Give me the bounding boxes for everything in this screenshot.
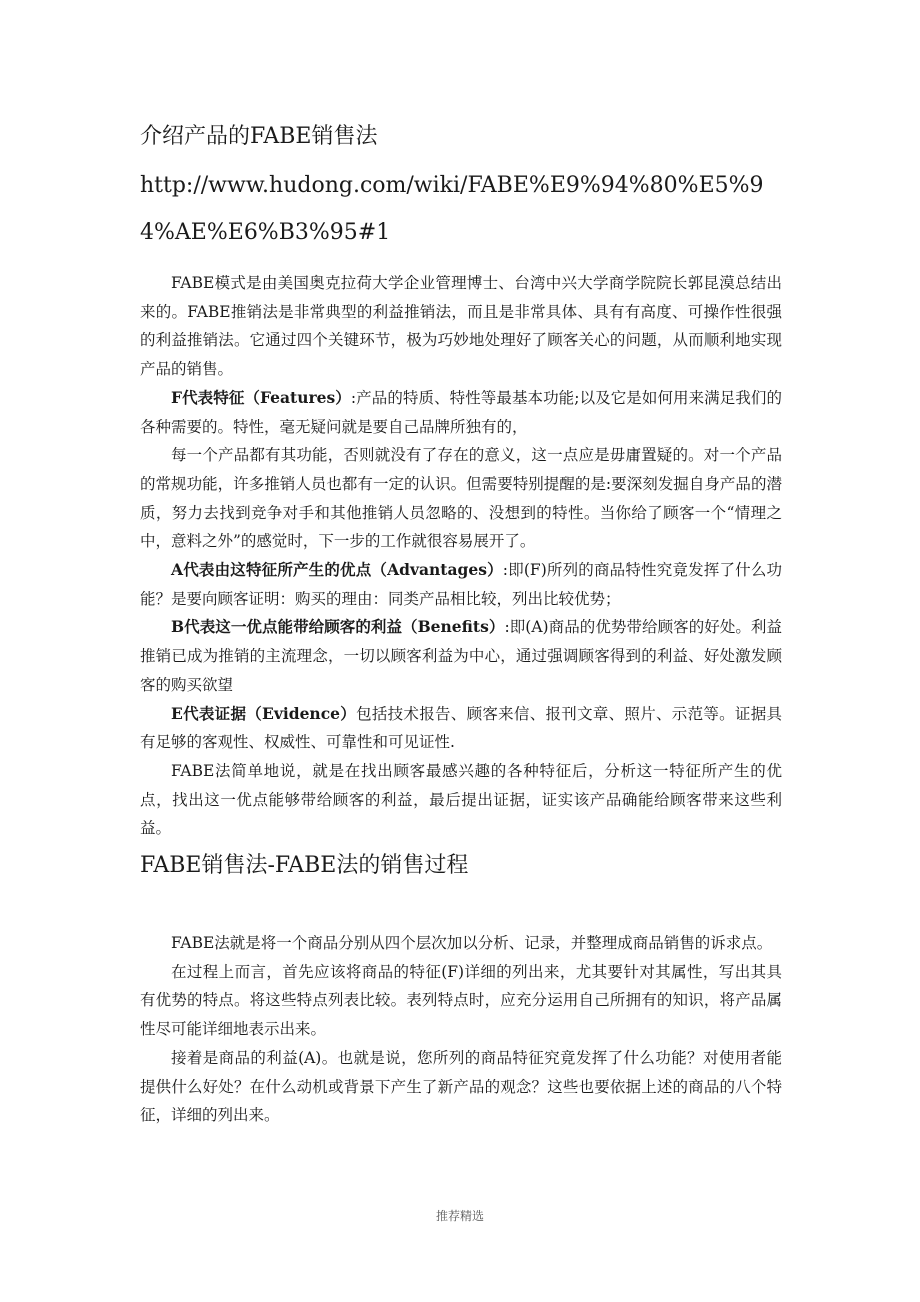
- advantages-lead: A代表由这特征所产生的优点（Advantages）: [171, 560, 503, 580]
- paragraph: FABE法就是将一个商品分别从四个层次加以分析、记录，并整理成商品销售的诉求点。: [171, 934, 773, 952]
- paragraph: 在过程上而言，首先应该将商品的特征(F)详细的列出来，尤其要针对其属性，写出其具有优势的特点。将这些特点列表比较。表列特点时，应充分运用自己所拥有的知识，将产品属性尽可能详细地表示出来。: [140, 962, 782, 1039]
- section-title-2: FABE销售法-FABE法的销售过程: [140, 853, 469, 878]
- paragraph: 每一个产品都有其功能，否则就没有了存在的意义，这一点应是毋庸置疑的。对一个产品的常规功能，许多推销人员也都有一定的认识。但需要特别提醒的是:要深刻发掘自身产品的潜质，努力去找到竞争对手和其他推销人员忽略的、没想到的特性。当你给了顾客一个“情理之中，意料之外”的感觉时，下一步的工作就很容易展开了。: [140, 446, 782, 551]
- paragraph: 接着是商品的利益(A)。也就是说，您所列的商品特征究竟发挥了什么功能？对使用者能提供什么好处？在什么动机或背景下产生了新产品的观念？这些也要依据上述的商品的八个特征，详细的列出来。: [140, 1048, 782, 1125]
- paragraph-features: F代表特征（Features）:产品的特质、特性等最基本功能;以及它是如何用来满足我们的各种需要的。特性，毫无疑问就是要自己品牌所独有的，: [140, 387, 782, 436]
- benefits-lead: B代表这一优点能带给顾客的利益（Benefits）: [171, 617, 505, 637]
- source-url[interactable]: http://www.hudong.com/wiki/FABE%E9%94%80%E5%94%AE%E6%B3%95#1: [140, 173, 764, 245]
- paragraph-benefits: B代表这一优点能带给顾客的利益（Benefits）:即(A)商品的优势带给顾客的好处。利益推销已成为推销的主流理念，一切以顾客利益为中心，通过强调顾客得到的利益、好处激发顾客的购买欲望: [140, 617, 782, 694]
- paragraph-evidence: E代表证据（Evidence）包括技术报告、顾客来信、报刊文章、照片、示范等。证据具有足够的客观性、权威性、可靠性和可见证性.: [140, 703, 782, 752]
- paragraph-summary: FABE法简单地说，就是在找出顾客最感兴趣的各种特征后，分析这一特征所产生的优点，找出这一优点能够带给顾客的利益，最后提出证据，证实该产品确能给顾客带来这些利益。: [140, 761, 782, 838]
- evidence-lead: E代表证据（Evidence）: [171, 703, 357, 723]
- paragraph: FABE模式是由美国奥克拉荷大学企业管理博士、台湾中兴大学商学院院长郭昆漠总结出来的。FABE推销法是非常典型的利益推销法，而且是非常具体、具有有高度、可操作性很强的利益推销法。它通过四个关键环节，极为巧妙地处理好了顾客关心的问题，从而顺利地实现产品的销售。: [140, 274, 782, 379]
- section-title-1: 介绍产品的FABE销售法: [140, 124, 378, 149]
- section-2-body: [140, 929, 782, 1130]
- features-lead: F代表特征（Features）: [171, 387, 351, 407]
- paragraph-advantages: A代表由这特征所产生的优点（Advantages）:即(F)所列的商品特性究竟发挥了什么功能？是要向顾客证明：购买的理由：同类产品相比较，列出比较优势；: [140, 560, 783, 608]
- page-footer: 推荐精选: [435, 1209, 484, 1223]
- section-1-body: [140, 269, 782, 843]
